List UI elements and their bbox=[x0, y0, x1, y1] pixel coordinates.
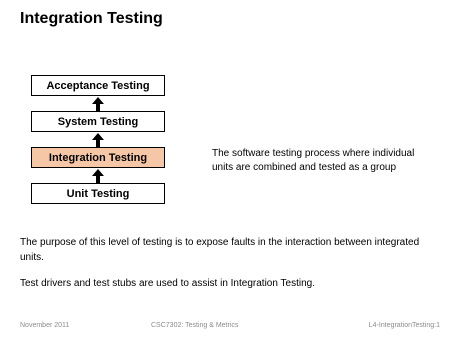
footer-date: November 2011 bbox=[20, 322, 70, 329]
purpose-paragraph: The purpose of this level of testing is to expose faults in the interaction between integrated units. bbox=[20, 237, 420, 263]
level-unit-testing: Unit Testing bbox=[31, 183, 165, 204]
footer-page: L4-IntegrationTesting:1 bbox=[368, 322, 440, 329]
level-system-testing: System Testing bbox=[31, 111, 165, 132]
integration-testing-definition: The software testing process where individual units are combined and tested as a group bbox=[212, 148, 415, 173]
level-integration-testing: Integration Testing bbox=[31, 147, 165, 168]
arrow-up-icon bbox=[96, 139, 100, 147]
drivers-stubs-paragraph: Test drivers and test stubs are used to assist in Integration Testing. bbox=[20, 278, 315, 289]
level-acceptance-testing: Acceptance Testing bbox=[31, 75, 165, 96]
arrow-up-icon bbox=[96, 175, 100, 183]
arrow-up-icon bbox=[96, 103, 100, 111]
slide-title: Integration Testing bbox=[20, 10, 163, 27]
footer-course: CSC7302: Testing & Metrics bbox=[151, 322, 239, 329]
